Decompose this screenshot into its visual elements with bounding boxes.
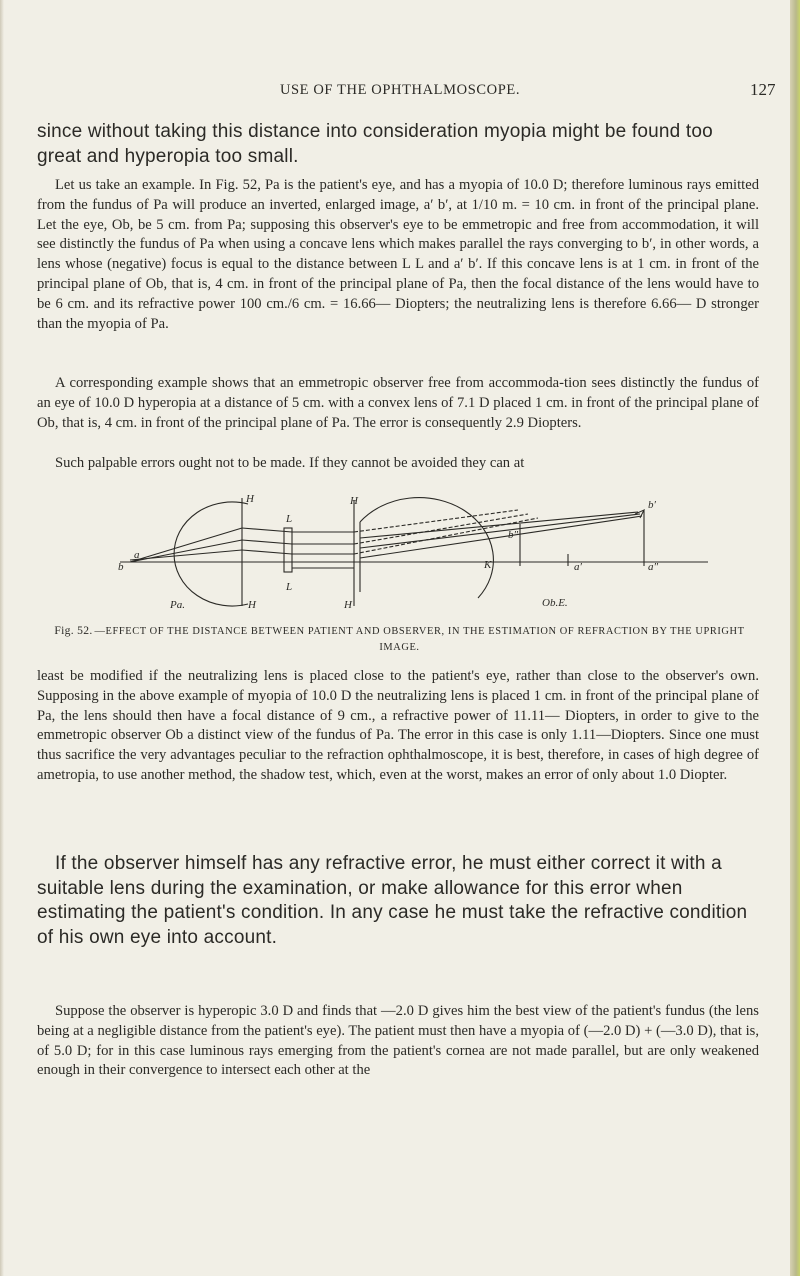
para2-text: A corresponding example shows that an emmetropic observer free from accommoda-tion sees distinctly the fundus of an eye of 10.0 D hyperopia at a distance of 5 cm. with a convex lens of 7.1 D placed 1 cm. in front of the principal plane of Ob, that is, 4 cm. in front of the principal plane of Pa. The error is consequently 2.9 Diopters.: [37, 375, 759, 431]
label-H-top-right: H: [350, 495, 358, 507]
optics-diagram: [108, 492, 724, 612]
label-L-top: L: [286, 513, 293, 525]
label-b-prime-top: b′: [648, 499, 656, 511]
label-L-bottom: L: [286, 581, 293, 593]
label-H-bottom-left: H: [248, 599, 256, 611]
example-paragraph-2: [37, 374, 759, 433]
label-b-double-prime: b″: [508, 529, 519, 541]
label-Pa: Pa.: [170, 599, 185, 611]
figure-caption-label: Fig. 52.: [54, 624, 93, 637]
figure-caption-title: —EFFECT OF THE DISTANCE BETWEEN PATIENT AND OBSERVER, IN THE ESTIMATION OF REFRACTION BY THE UPRIGHT IMAGE.: [94, 626, 745, 653]
example-paragraph-1: [37, 176, 759, 334]
page-left-edge: [0, 0, 4, 1276]
page-header: [0, 80, 800, 106]
paragraph-hyperopic-observer: [37, 1002, 759, 1081]
para4-text: least be modified if the neutralizing lens is placed close to the patient's eye, rather than close to the observer's own. Supposing in the above example of myopia of 10.0 D the neutralizing lens is placed 1 cm. in front of the principal plane of Pa, the lens should then have a focal distance of 9 cm., a refractive power of 11.11— Diopters, in order to give to the emmetropic observer Ob a distinct view of the fundus of Pa. The error in this case is only 1.11—Diopters. Since one must thus sacrifice the very advantages peculiar to the refraction ophthalmoscope, it is best, therefore, in cases of high degree of ametropia, to use another method, the shadow test, which, even at the worst, makes an error of only about 1.0 Diopter.: [37, 668, 759, 783]
para3-text: Such palpable errors ought not to be made. If they cannot be avoided they can at: [55, 455, 525, 471]
figure-52-diagram: [108, 492, 724, 612]
intro-text: since without taking this distance into consideration myopia might be found too great and hyperopia too small.: [37, 121, 713, 167]
paragraph-neutralizing-lens: [37, 667, 759, 786]
patient-eye-outline: [174, 502, 248, 606]
label-H-bottom-right: H: [344, 599, 352, 611]
page-number: 127: [750, 80, 776, 99]
page-right-edge: [790, 0, 800, 1276]
label-a-left: a: [134, 549, 140, 561]
label-a-prime: a′: [574, 561, 582, 573]
label-b-left: b: [118, 561, 124, 573]
concave-lens-shape: [284, 528, 292, 572]
para6-text: Suppose the observer is hyperopic 3.0 D and finds that —2.0 D gives him the best view of the patient's fundus (the lens being at a negligible distance from the patient's eye). The patient must then have a myopia of (—2.0 D) + (—3.0 D), that is, of 5.0 D; for in this case luminous rays emerging from the patient's cornea are not made parallel, but are only weakened enough in their convergence to intersect each other at the: [37, 1003, 759, 1079]
running-head: USE OF THE OPHTHALMOSCOPE.: [279, 82, 521, 98]
label-K: K: [484, 559, 492, 571]
label-ObE: Ob.E.: [542, 597, 568, 609]
label-a-double-prime: a″: [648, 561, 659, 573]
figure-caption: [37, 623, 762, 655]
example-paragraph-3: [37, 454, 759, 474]
paragraph-observer-error: [37, 852, 759, 950]
intro-paragraph: [37, 120, 759, 169]
para1-text: Let us take an example. In Fig. 52, Pa is the patient's eye, and has a myopia of 10.0 D; therefore luminous rays emitted from the fundus of Pa will produce an inverted, enlarged image, a′ b′, at 1/10 m. = 10 cm. in front of the principal plane. Let the eye, Ob, be 5 cm. from Pa; supposing this observer's eye to be emmetropic and free from accommodation, it will see distinctly the fundus of Pa when using a concave lens which makes parallel the rays converging to b′, in other words, a lens whose (negative) focus is equal to the distance between L L and a′ b′. If this concave lens is at 1 cm. in front of the principal plane of Ob, that is, 4 cm. in front of the principal plane of Pa, then the focal distance of the lens would have to be 6 cm. and its refractive power 100 cm./6 cm. = 16.66— Diopters; the neutralizing lens is therefore 6.66— D stronger than the myopia of Pa.: [37, 177, 759, 332]
para5-text: If the observer himself has any refractive error, he must either correct it with a suitable lens during the examination, or make allowance for this error when estimating the patient's condition. In any case he must take the refractive condition of his own eye into account.: [37, 853, 748, 948]
label-H-top-left: H: [246, 493, 254, 505]
